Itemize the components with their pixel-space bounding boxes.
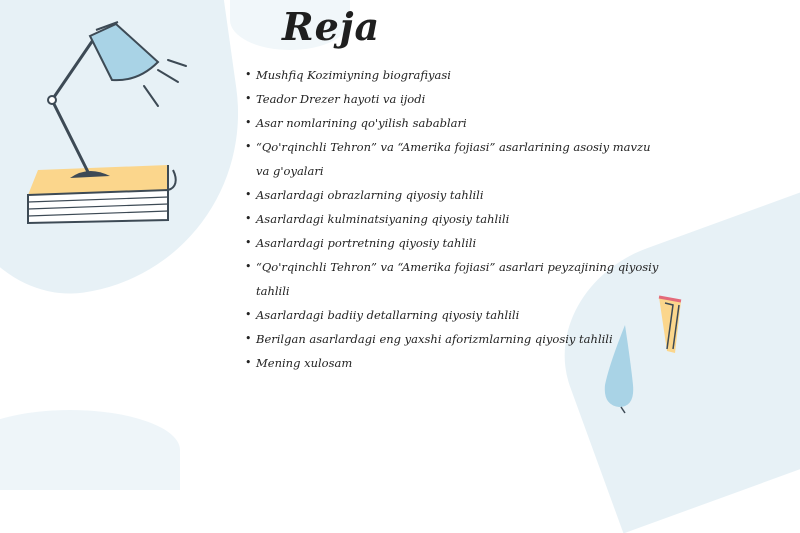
- plan-item: • Asarlardagi obrazlarning qiyosiy tahlili: [245, 183, 665, 207]
- plan-item: • Asarlardagi badiiy detallarning qiyosiy tahlili: [245, 303, 665, 327]
- plan-item: • Asar nomlarining qo'yilish sabablari: [245, 111, 665, 135]
- plan-item: • “Qo'rqinchli Tehron” va “Amerika fojiasi” asarlarining asosiy mavzu va g'oyalari: [245, 135, 665, 183]
- plan-item: • Mushfiq Kozimiyning biografiyasi: [245, 63, 665, 87]
- plan-item: • Teador Drezer hayoti va ijodi: [245, 87, 665, 111]
- slide-title: Reja: [282, 4, 381, 49]
- plan-item: • Berilgan asarlardagi eng yaxshi aforizmlarning qiyosiy tahlili: [245, 327, 665, 351]
- plan-item: • Mening xulosam: [245, 351, 665, 375]
- plan-item: • “Qo'rqinchli Tehron” va “Amerika fojiasi” asarlari peyzajining qiyosiy tahlili: [245, 255, 665, 303]
- plan-item: • Asarlardagi kulminatsiyaning qiyosiy tahlili: [245, 207, 665, 231]
- desk-lamp-icon: [18, 20, 208, 235]
- plan-item: • Asarlardagi portretning qiyosiy tahlili: [245, 231, 665, 255]
- plan-list: [245, 63, 665, 375]
- background-blob-bottom-left: [0, 410, 180, 490]
